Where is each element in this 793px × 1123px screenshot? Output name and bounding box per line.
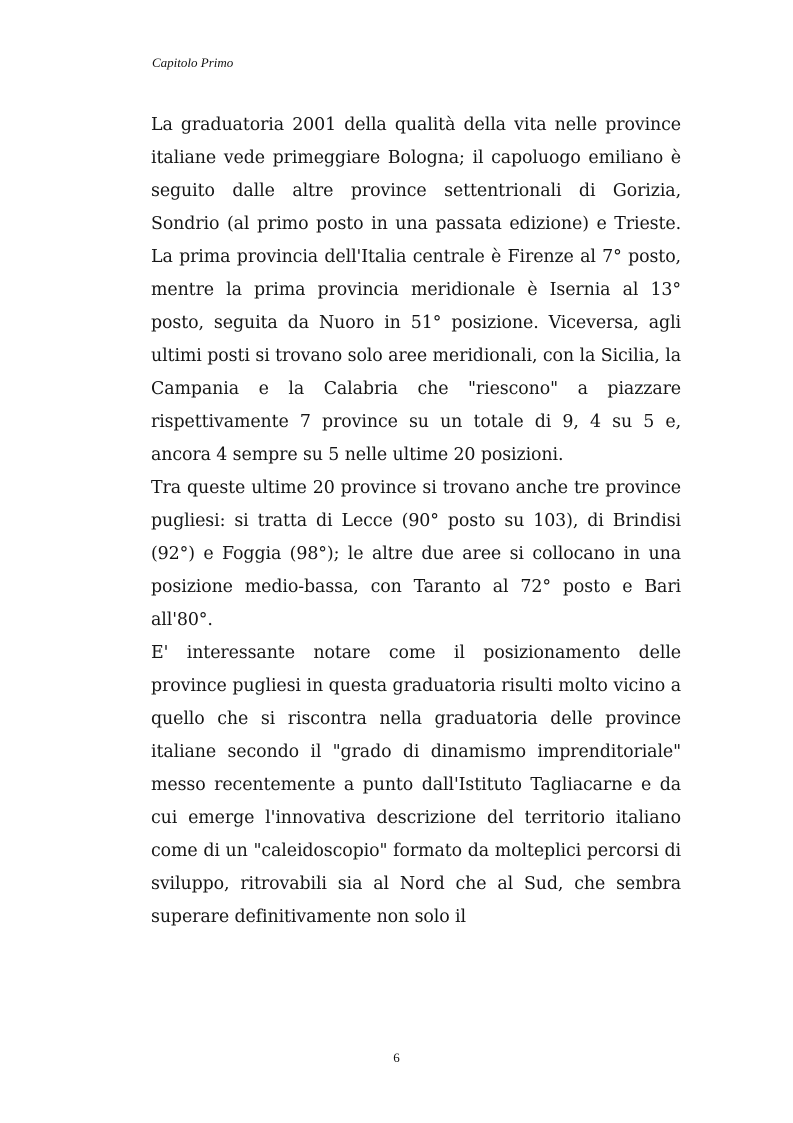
body-text — [151, 109, 681, 934]
paragraph-1: La graduatoria 2001 della qualità della vita nelle province italiane vede primeggiare Bologna; il capoluogo emiliano è seguito dalle altre province settentrionali di Gorizia, Sondrio (al primo posto in una passata edizione) e Trieste. La prima provincia dell'Italia centrale è Firenze al 7° posto, mentre la prima provincia meridionale è Isernia al 13° posto, seguita da Nuoro in 51° posizione. Viceversa, agli ultimi posti si trovano solo aree meridionali, con la Sicilia, la Campania e la Calabria che "riescono" a piazzare rispettivamente 7 province su un totale di 9, 4 su 5 e, ancora 4 sempre su 5 nelle ultime 20 posizioni. — [151, 115, 681, 465]
page-number: 6 — [393, 1050, 400, 1065]
paragraph-2: Tra queste ultime 20 province si trovano anche tre province pugliesi: si tratta di Lecce (90° posto su 103), di Brindisi (92°) e Foggia (98°); le altre due aree si collocano in una posizione medio-bassa, con Taranto al 72° posto e Bari all'80°. — [151, 478, 681, 630]
running-header: Capitolo Primo — [152, 55, 234, 70]
paragraph-3: E' interessante notare come il posizionamento delle province pugliesi in questa graduatoria risulti molto vicino a quello che si riscontra nella graduatoria delle province italiane secondo il "grado di dinamismo imprenditoriale" messo recentemente a punto dall'Istituto Tagliacarne e da cui emerge l'innovativa descrizione del territorio italiano come di un "caleidoscopio" formato da molteplici percorsi di sviluppo, ritrovabili sia al Nord che al Sud, che sembra superare definitivamente non solo il — [151, 643, 681, 927]
